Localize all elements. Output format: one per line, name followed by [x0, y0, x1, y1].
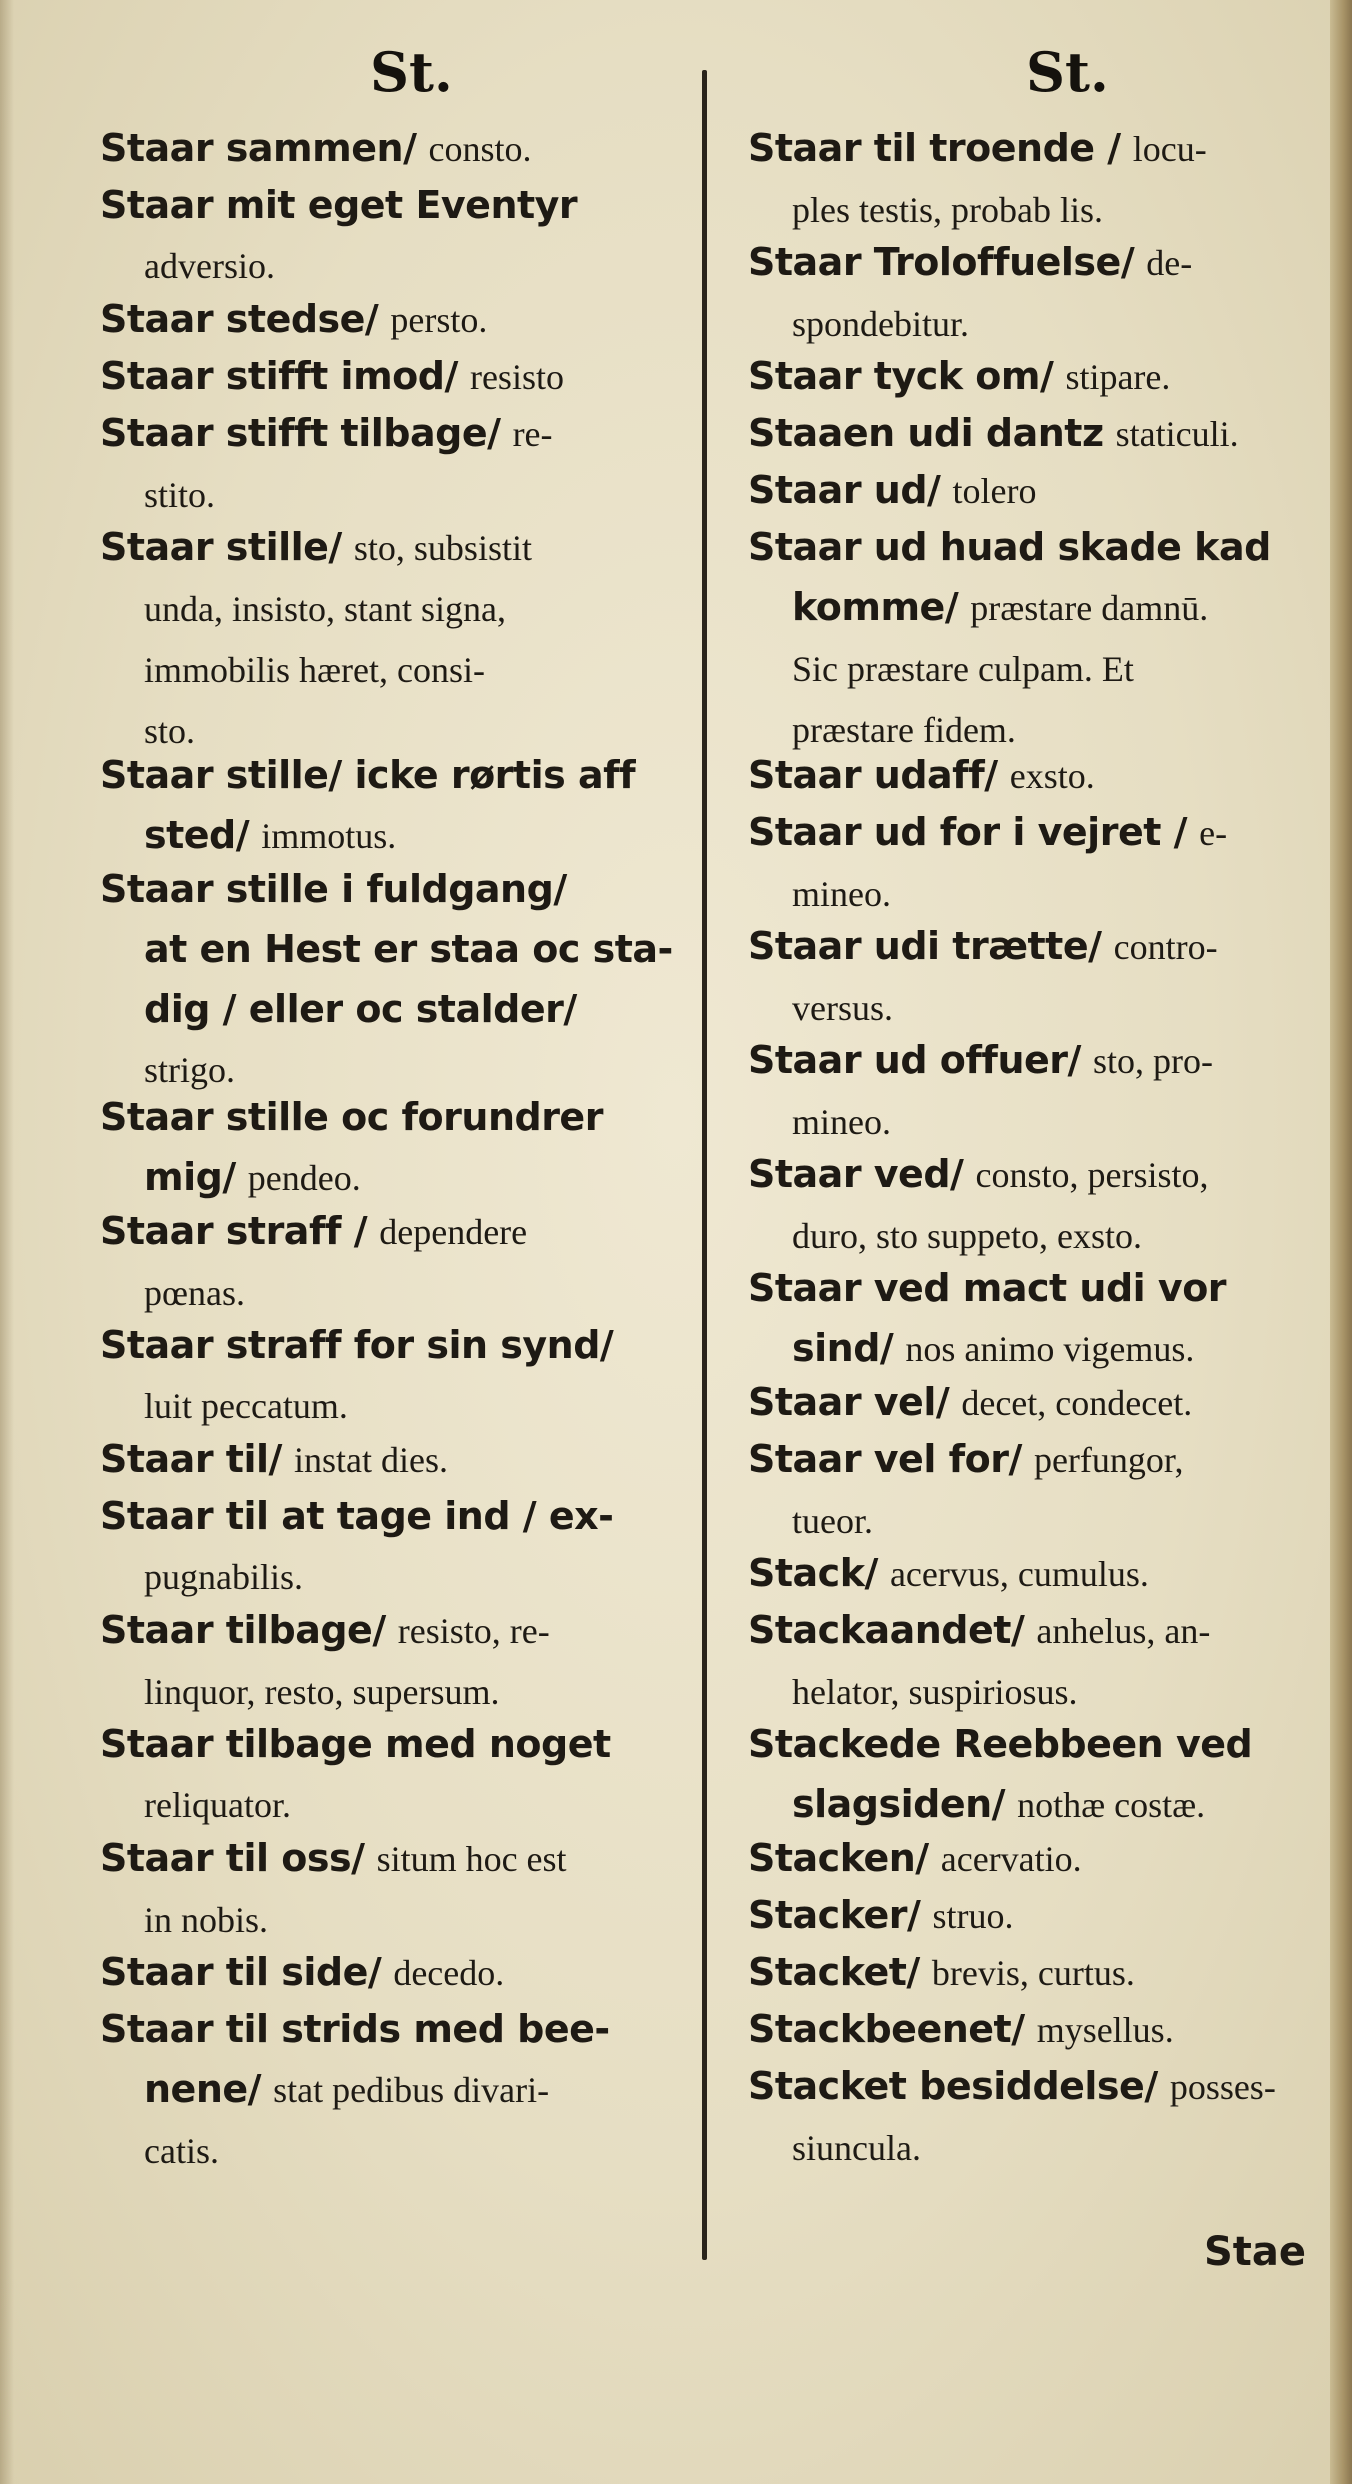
entry-headword: Staar udi trætte/ [748, 924, 1102, 968]
dictionary-entry [100, 1600, 700, 1722]
dictionary-entry [748, 1543, 1338, 1604]
dictionary-entry [748, 118, 1338, 240]
entry-translation: versus. [792, 988, 893, 1028]
entry-translation: catis. [144, 2131, 219, 2171]
entry-translation: anhelus, an- [1036, 1611, 1211, 1651]
dictionary-entry [748, 802, 1338, 924]
entry-line [100, 578, 700, 639]
entry-headword: nene/ [144, 2067, 262, 2111]
entry-translation: re- [512, 414, 553, 454]
entry-headword: Staar ud huad skade kad [748, 525, 1271, 569]
entry-line [748, 1318, 1338, 1379]
entry-translation: consto. [428, 129, 532, 169]
entry-line [100, 745, 700, 805]
entry-translation: situm hoc est [376, 1839, 567, 1879]
dictionary-entry [748, 1030, 1338, 1152]
dictionary-entry [748, 1144, 1338, 1266]
entry-line [100, 859, 700, 919]
entry-line [748, 802, 1338, 863]
entry-translation: siuncula. [792, 2128, 921, 2168]
entry-translation: strigo. [144, 1050, 236, 1090]
catchword: Stae [1204, 2229, 1307, 2275]
entry-headword: at en Hest er staa oc sta- [144, 927, 673, 971]
entry-translation: helator, suspiriosus. [792, 1672, 1078, 1712]
entry-line [100, 2120, 700, 2181]
dictionary-entry [748, 1828, 1338, 1889]
entry-line [100, 805, 700, 866]
entry-translation: brevis, curtus. [931, 1953, 1135, 1993]
entry-headword: komme/ [792, 585, 959, 629]
dictionary-entry [748, 403, 1338, 464]
entry-headword: Staar til troende / [748, 126, 1121, 170]
dictionary-entry [748, 1372, 1338, 1433]
entry-translation: stito. [144, 475, 216, 515]
entry-translation: decedo. [393, 1953, 505, 1993]
entry-line [748, 179, 1338, 240]
dictionary-entry [100, 1942, 700, 2003]
entry-line [748, 1490, 1338, 1551]
entry-translation: sto. [144, 711, 196, 751]
entry-headword: Staar mit eget Eventyr [100, 183, 578, 227]
entry-translation: duro, sto suppeto, exsto. [792, 1216, 1142, 1256]
entry-translation: exsto. [1009, 756, 1095, 796]
entry-line [748, 293, 1338, 354]
entry-line [100, 175, 700, 235]
entry-line [100, 1375, 700, 1436]
entry-headword: Stacker/ [748, 1893, 921, 1937]
entry-headword: Staar stille oc forundrer [100, 1095, 603, 1139]
dictionary-entry [748, 1258, 1338, 1379]
entry-line [100, 1942, 700, 2003]
entry-translation: acervus, cumulus. [889, 1554, 1149, 1594]
entry-translation: ples testis, probab lis. [792, 190, 1103, 230]
entry-headword: Staar til side/ [100, 1950, 382, 1994]
entry-translation: e- [1199, 813, 1228, 853]
entry-translation: locu- [1132, 129, 1207, 169]
entry-line [100, 235, 700, 296]
entry-translation: præstare damnū. [970, 588, 1209, 628]
entry-translation: sto, pro- [1092, 1041, 1213, 1081]
entry-headword: sted/ [144, 813, 250, 857]
entry-translation: nothæ costæ. [1017, 1785, 1206, 1825]
entry-line [748, 638, 1338, 699]
entry-headword: Staar vel for/ [748, 1437, 1022, 1481]
entry-line [100, 289, 700, 350]
page-gutter-shadow [0, 0, 14, 2484]
entry-line [748, 1144, 1338, 1205]
entry-line [100, 1999, 700, 2059]
entry-headword: Staar tyck om/ [748, 354, 1054, 398]
entry-translation: resisto [469, 357, 564, 397]
dictionary-entry [100, 1486, 700, 1607]
entry-translation: pugnabilis. [144, 1557, 303, 1597]
entry-line [748, 118, 1338, 179]
entry-translation: consto, persisto, [975, 1155, 1209, 1195]
entry-translation: tolero [952, 471, 1037, 511]
entry-line [748, 863, 1338, 924]
entry-line [100, 1714, 700, 1774]
dictionary-entry [100, 1087, 700, 1208]
entry-headword: Staar til oss/ [100, 1836, 365, 1880]
entry-line [748, 2117, 1338, 2178]
running-head-left: St. [370, 40, 453, 104]
entry-headword: Staar vel/ [748, 1380, 950, 1424]
entry-line [748, 1372, 1338, 1433]
entry-line [748, 460, 1338, 521]
entry-headword: Staar straff / [100, 1209, 368, 1253]
entry-line [748, 1774, 1338, 1835]
entry-translation: mineo. [792, 1102, 891, 1142]
dictionary-entry [100, 1429, 700, 1490]
entry-line [748, 2056, 1338, 2117]
entry-headword: dig / eller oc stalder/ [144, 987, 577, 1031]
entry-line [748, 1091, 1338, 1152]
dictionary-entry [100, 1828, 700, 1950]
entry-translation: spondebitur. [792, 304, 969, 344]
entry-line [748, 1661, 1338, 1722]
entry-translation: perfungor, [1033, 1440, 1184, 1480]
dictionary-entry [100, 1999, 700, 2181]
entry-translation: acervatio. [940, 1839, 1082, 1879]
entry-headword: Staar stille/ icke rørtis aff [100, 753, 636, 797]
entry-translation: instat dies. [293, 1440, 448, 1480]
entry-translation: immotus. [261, 816, 397, 856]
entry-line [100, 403, 700, 464]
entry-line [100, 1486, 700, 1546]
entry-translation: persto. [390, 300, 488, 340]
dictionary-entry [100, 403, 700, 525]
entry-headword: Staar ud for i vejret / [748, 810, 1187, 854]
entry-translation: struo. [932, 1896, 1014, 1936]
entry-headword: Staar tilbage med noget [100, 1722, 611, 1766]
entry-line [100, 118, 700, 179]
dictionary-entry [748, 1942, 1338, 2003]
entry-translation: mineo. [792, 874, 891, 914]
entry-headword: Staar stifft imod/ [100, 354, 458, 398]
entry-translation: sto, subsistit [353, 528, 532, 568]
entry-translation: in nobis. [144, 1900, 269, 1940]
entry-translation: reliquator. [144, 1785, 291, 1825]
entry-line [748, 1205, 1338, 1266]
dictionary-entry [100, 1201, 700, 1323]
entry-line [100, 1774, 700, 1835]
dictionary-entry [100, 517, 700, 761]
entry-translation: tueor. [792, 1501, 873, 1541]
entry-line [100, 1429, 700, 1490]
entry-line [100, 919, 700, 979]
entry-headword: Staar ud/ [748, 468, 941, 512]
entry-line [748, 517, 1338, 577]
dictionary-entry [748, 1885, 1338, 1946]
dictionary-entry [748, 2056, 1338, 2178]
entry-headword: Staar stedse/ [100, 297, 379, 341]
entry-headword: Stackede Reebbeen ved [748, 1722, 1253, 1766]
entry-headword: Staar ud offuer/ [748, 1038, 1081, 1082]
entry-headword: Staar til strids med bee- [100, 2007, 610, 2051]
entry-headword: Stacket/ [748, 1950, 920, 1994]
entry-headword: Stackaandet/ [748, 1608, 1025, 1652]
entry-line [100, 1889, 700, 1950]
entry-line [100, 1087, 700, 1147]
entry-translation: adversio. [144, 246, 275, 286]
entry-translation: stat pedibus divari- [273, 2070, 550, 2110]
entry-line [100, 1600, 700, 1661]
entry-headword: Staar sammen/ [100, 126, 417, 170]
entry-translation: Sic præstare culpam. Et [792, 649, 1134, 689]
entry-translation: pendeo. [247, 1158, 361, 1198]
entry-translation: unda, insisto, stant signa, [144, 589, 506, 629]
entry-translation: stipare. [1065, 357, 1171, 397]
dictionary-entry [748, 1429, 1338, 1551]
dictionary-entry [748, 517, 1338, 760]
entry-translation: posses- [1169, 2067, 1276, 2107]
entry-headword: Staar ved mact udi vor [748, 1266, 1227, 1310]
column-divider [702, 70, 707, 2260]
entry-translation: luit peccatum. [144, 1386, 348, 1426]
entry-line [748, 1714, 1338, 1774]
entry-line [748, 403, 1338, 464]
entry-line [748, 1258, 1338, 1318]
entry-line [748, 577, 1338, 638]
entry-line [748, 232, 1338, 293]
dictionary-entry [748, 232, 1338, 354]
entry-translation: contro- [1113, 927, 1218, 967]
entry-headword: mig/ [144, 1155, 236, 1199]
dictionary-entry [100, 346, 700, 407]
entry-headword: slagsiden/ [792, 1782, 1006, 1826]
entry-line [100, 1828, 700, 1889]
entry-headword: Stack/ [748, 1551, 878, 1595]
entry-translation: resisto, re- [397, 1611, 550, 1651]
entry-headword: Staar stille/ [100, 525, 342, 569]
entry-translation: linquor, resto, supersum. [144, 1672, 500, 1712]
dictionary-entry [100, 745, 700, 866]
entry-translation: immobilis hæret, consi- [144, 650, 485, 690]
entry-line [748, 1429, 1338, 1490]
entry-line [100, 1201, 700, 1262]
entry-headword: sind/ [792, 1326, 894, 1370]
entry-translation: præstare fidem. [792, 710, 1016, 750]
entry-translation: mysellus. [1036, 2010, 1174, 2050]
entry-line [100, 1262, 700, 1323]
entry-translation: staticuli. [1115, 414, 1239, 454]
entry-headword: Staar Troloffuelse/ [748, 240, 1135, 284]
dictionary-entry [748, 460, 1338, 521]
entry-line [748, 1885, 1338, 1946]
entry-headword: Stackbeenet/ [748, 2007, 1025, 2051]
entry-translation: nos animo vigemus. [905, 1329, 1195, 1369]
entry-line [100, 1315, 700, 1375]
entry-line [748, 1942, 1338, 2003]
dictionary-entry [100, 175, 700, 296]
entry-line [748, 1828, 1338, 1889]
entry-headword: Staar udaff/ [748, 753, 998, 797]
dictionary-entry [100, 118, 700, 179]
entry-line [748, 1543, 1338, 1604]
entry-line [100, 639, 700, 700]
entry-line [748, 1600, 1338, 1661]
entry-translation: de- [1146, 243, 1193, 283]
entry-headword: Staar stifft tilbage/ [100, 411, 501, 455]
entry-line [100, 1147, 700, 1208]
entry-line [748, 977, 1338, 1038]
running-head-right: St. [1026, 40, 1109, 104]
entry-headword: Staar ved/ [748, 1152, 964, 1196]
entry-line [100, 2059, 700, 2120]
entry-headword: Staar til/ [100, 1437, 282, 1481]
entry-line [748, 916, 1338, 977]
entry-line [748, 1999, 1338, 2060]
entry-line [100, 464, 700, 525]
entry-line [100, 346, 700, 407]
dictionary-entry [748, 1714, 1338, 1835]
entry-headword: Staaen udi dantz [748, 411, 1104, 455]
entry-headword: Stacket besiddelse/ [748, 2064, 1158, 2108]
dictionary-entry [748, 1999, 1338, 2060]
entry-line [748, 1030, 1338, 1091]
dictionary-entry [100, 859, 700, 1100]
entry-line [100, 1546, 700, 1607]
entry-headword: Staar til at tage ind / ex- [100, 1494, 614, 1538]
entry-translation: decet, condecet. [961, 1383, 1193, 1423]
entry-headword: Staar tilbage/ [100, 1608, 386, 1652]
dictionary-entry [748, 1600, 1338, 1722]
entry-headword: Stacken/ [748, 1836, 929, 1880]
entry-translation: dependere [379, 1212, 528, 1252]
entry-line [100, 517, 700, 578]
entry-line [100, 979, 700, 1039]
dictionary-entry [100, 1714, 700, 1835]
dictionary-entry [100, 1315, 700, 1436]
entry-headword: Staar straff for sin synd/ [100, 1323, 614, 1367]
entry-line [748, 745, 1338, 806]
dictionary-entry [100, 289, 700, 350]
dictionary-entry [748, 346, 1338, 407]
entry-line [100, 1661, 700, 1722]
entry-headword: Staar stille i fuldgang/ [100, 867, 567, 911]
dictionary-entry [748, 745, 1338, 806]
entry-line [748, 346, 1338, 407]
entry-translation: pœnas. [144, 1273, 245, 1313]
dictionary-entry [748, 916, 1338, 1038]
